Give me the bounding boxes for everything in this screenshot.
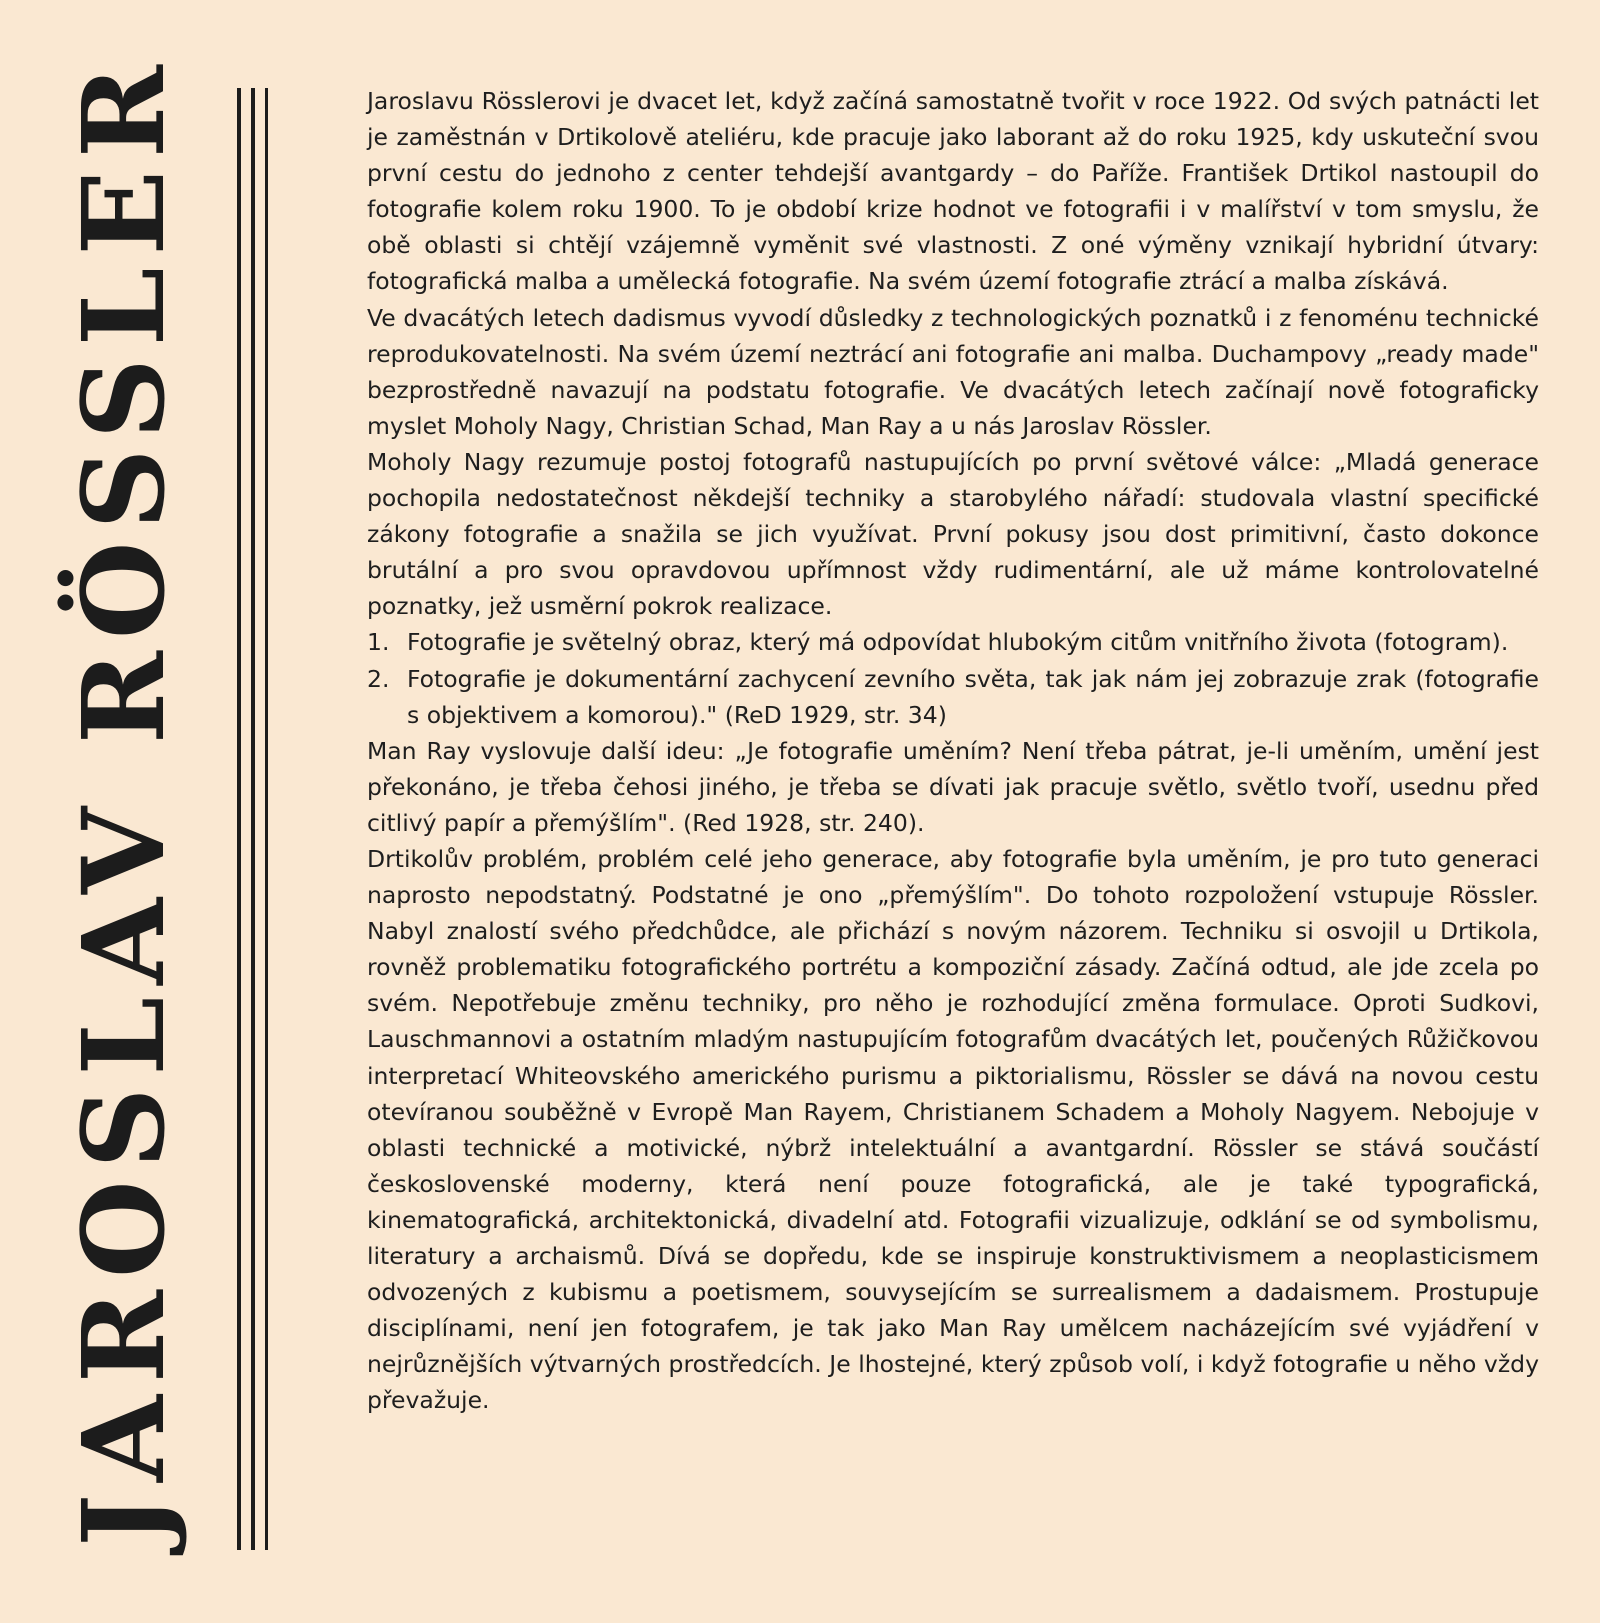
paragraph-5: Drtikolův problém, problém celé jeho generace, aby fotografie byla uměním, je pro tuto generaci naprosto nepodstatný. Podstatné je ono „přemýšlím". Do tohoto rozpoložení vstupuje Rössler. Nabyl znalostí svého předchůdce, ale přichází s novým názorem. Techniku si osvojil u Drtikola, rovněž problematiku fotografického portrétu a kompoziční zásady. Začíná odtud, ale jde zcela po svém. Nepotřebuje změnu techniky, pro něho je rozhodující změna formulace. Oproti Sudkovi, Lauschmannovi a ostatním mladým nastupujícím fotografům dvacátých let, poučených Růžičkovou interpretací Whiteovského amerického purismu a piktorialismu, Rössler se dává na novou cestu otevíranou souběžně v Evropě Man Rayem, Christianem Schadem a Moholy Nagyem. Nebojuje v oblasti technické a motivické, nýbrž intelektuální a avantgardní. Rössler se stává součástí československé moderny, která není pouze fotografická, ale je také typografická, kinematografická, architektonická, divadelní atd. Fotografii vizualizuje, odklání se od symbolismu, literatury a archaismů. Dívá se dopředu, kde se inspiruje konstruktivismem a neoplasticismem odvozených z kubismu a poetismem, souvysejícím se surrealismem a dadaismem. Prostupuje disciplínami, není jen fotografem, je tak jako Man Ray umělcem nacházejícím své vyjádření v nejrůznějších výtvarných prostředcích. Je lhostejné, který způsob volí, i když fotografie u něho vždy převažuje. bbox=[367, 844, 1539, 1415]
list-item-1 bbox=[367, 624, 1539, 660]
paragraph-3: Moholy Nagy rezumuje postoj fotografů nastupujících po první světové válce: „Mladá generace pochopila nedostatečnost někdejší techniky a starobylého nářadí: studovala vlastní specifické zákony fotografie a snažila se jich využívat. První pokusy jsou dost primitivní, často dokonce brutální a pro svou opravdovou upřímnost vždy rudimentární, ale už máme kontrolovatelné poznatky, jež usměrní pokrok realizace. bbox=[367, 447, 1539, 621]
body-text bbox=[367, 83, 1539, 1418]
list-number: 1. bbox=[367, 628, 390, 657]
list-number: 2. bbox=[367, 664, 390, 693]
vertical-rule-1 bbox=[237, 88, 241, 1550]
list-text: Fotografie je dokumentární zachycení zevního světa, tak jak nám jej zobrazuje zrak (fotografie s objektivem a komorou)." (ReD 1929, str. 34) bbox=[407, 664, 1539, 729]
vertical-rule-2 bbox=[251, 88, 255, 1550]
paragraph-2: Ve dvacátých letech dadismus vyvodí důsledky z technologických poznatků i z fenoménu technické reprodukovatelnosti. Na svém území neztrácí ani fotografie ani malba. Duchampovy „ready made" bezprostředně navazují na podstatu fotografie. Ve dvacátých letech začínají nově fotograficky myslet Moholy Nagy, Christian Schad, Man Ray a u nás Jaroslav Rössler. bbox=[367, 303, 1539, 440]
list-text: Fotografie je světelný obraz, který má odpovídat hlubokým citům vnitřního života (fotogram). bbox=[407, 628, 1509, 657]
vertical-rule-3 bbox=[265, 88, 268, 1550]
paragraph-1: Jaroslavu Rösslerovi je dvacet let, když začíná samostatně tvořit v roce 1922. Od svých patnácti let je zaměstnán v Drtikolově ateliéru, kde pracuje jako laborant až do roku 1925, kdy uskuteční svou první cestu do jednoho z center tehdejší avantgardy – do Paříže. František Drtikol nastoupil do fotografie kolem roku 1900. To je období krize hodnot ve fotografii i v malířství v tom smyslu, že obě oblasti si chtějí vzájemně vyměnit své vlastnosti. Z oné výměny vznikají hybridní útvary: fotografická malba a umělecká fotografie. Na svém území fotografie ztrácí a malba získává. bbox=[367, 87, 1539, 296]
vertical-title: JAROSLAV RÖSSLER bbox=[59, 53, 190, 1547]
paragraph-4: Man Ray vyslovuje další ideu: „Je fotografie uměním? Není třeba pátrat, je-li uměním, umění jest překonáno, je třeba čehosi jiného, je třeba se dívati jak pracuje světlo, světlo tvoří, usednu před citlivý papír a přemýšlím". (Red 1928, str. 240). bbox=[367, 736, 1539, 837]
list-item-2 bbox=[367, 661, 1539, 733]
